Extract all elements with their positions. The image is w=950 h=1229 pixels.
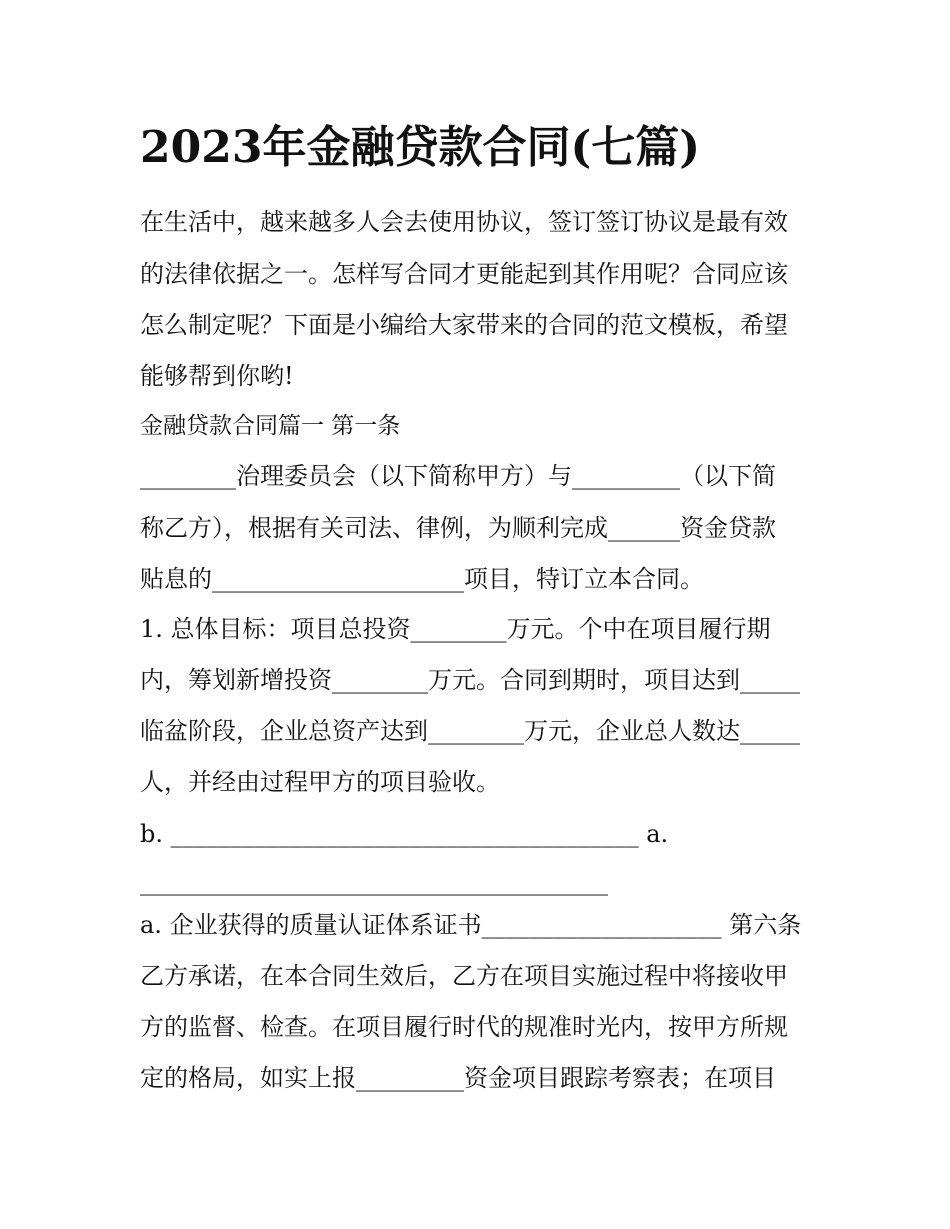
text-line: 的法律依据之一。怎样写合同才更能起到其作用呢？合同应该 (140, 260, 788, 288)
text-line: 内，筹划新增投资________万元。合同到期时，项目达到_____ (140, 666, 800, 694)
text-line: _______________________________________ (140, 868, 608, 896)
text-line: 临盆阶段，企业总资产达到________万元，企业总人数达_____ (140, 717, 800, 745)
text-line: 称乙方），根据有关司法、律例，为顺利完成______资金贷款 (140, 514, 776, 542)
text-line: 贴息的_____________________项目，特订立本合同。 (140, 565, 704, 593)
text-line: b. _______________________________________ a. (140, 820, 669, 848)
section-heading: 金融贷款合同篇一 第一条 (140, 413, 401, 439)
text-line: 人，并经由过程甲方的项目验收。 (140, 768, 500, 796)
text-line: 怎么制定呢？下面是小编给大家带来的合同的范文模板，希望 (140, 311, 788, 339)
text-line: a. 企业获得的质量认证体系证书____________________ 第六条 (140, 911, 802, 939)
text-line: 定的格局，如实上报_________资金项目跟踪考察表；在项目 (140, 1064, 776, 1092)
text-line: ________治理委员会（以下简称甲方）与_________（以下简 (140, 462, 776, 490)
text-line: 能够帮到你哟! (140, 362, 294, 390)
text-line: 方的监督、检查。在项目履行时代的规准时光内，按甲方所规 (140, 1013, 788, 1041)
text-line: 在生活中，越来越多人会去使用协议，签订签订协议是最有效 (140, 208, 788, 236)
text-line: 乙方承诺，在本合同生效后，乙方在项目实施过程中将接收甲 (140, 962, 788, 990)
text-line: 1. 总体目标：项目总投资________万元。个中在项目履行期 (140, 615, 771, 643)
document-title: 2023年金融贷款合同(七篇) (140, 122, 701, 173)
